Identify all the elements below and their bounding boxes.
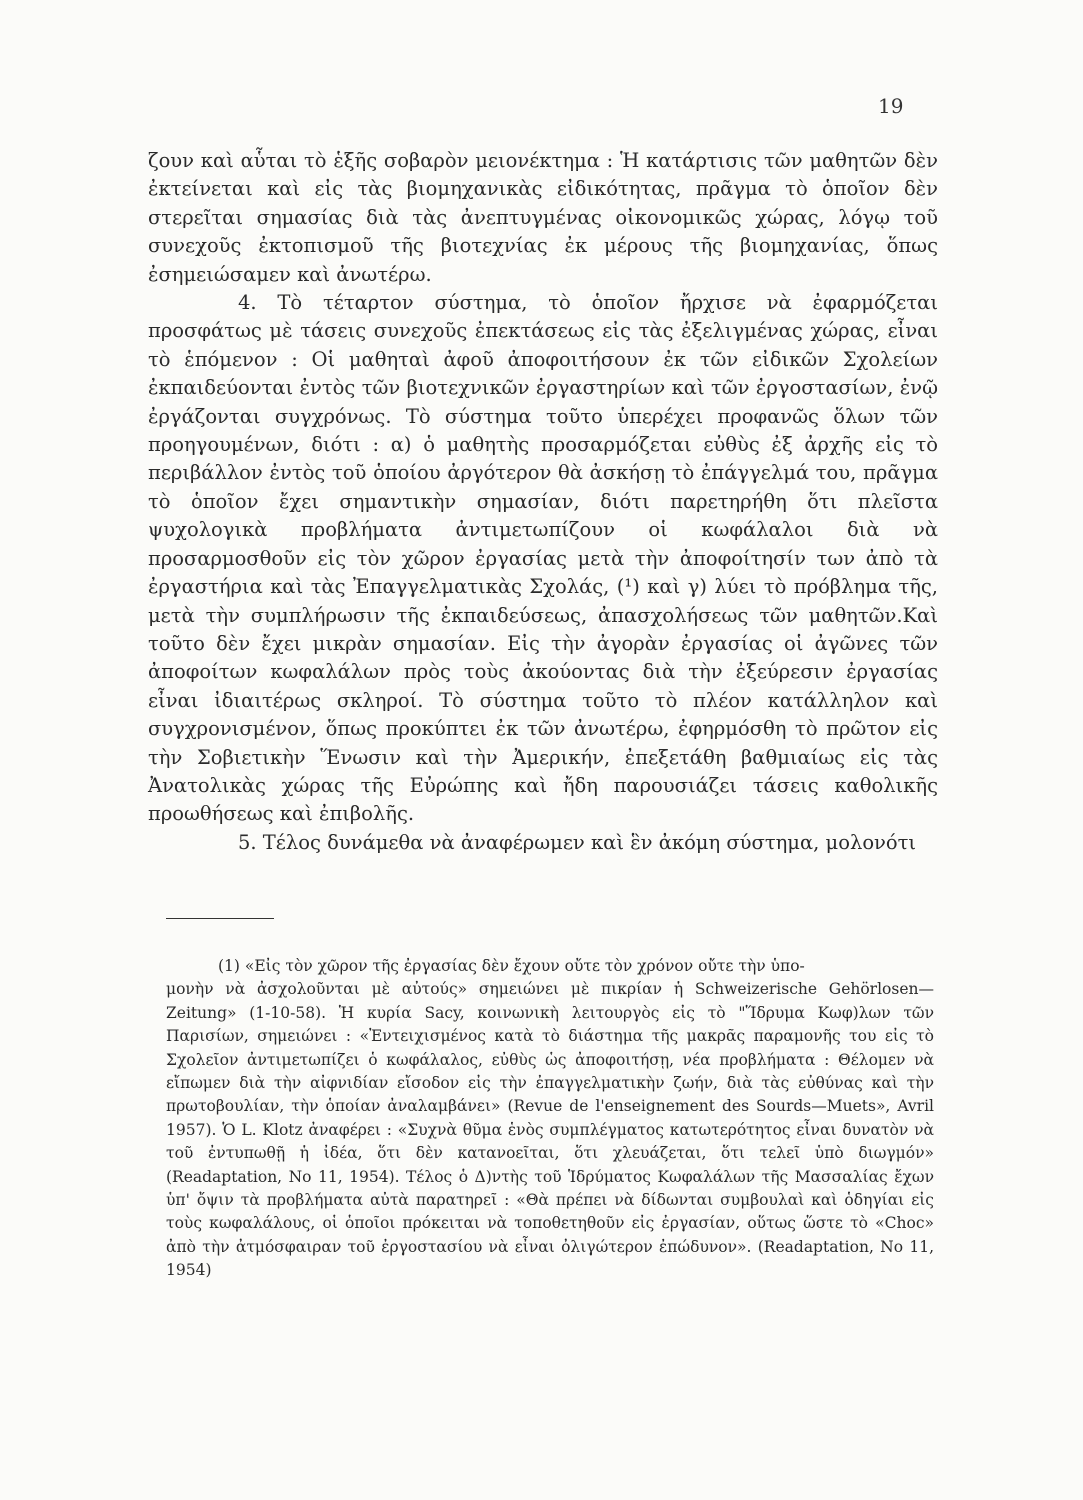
body-text <box>148 147 938 857</box>
paragraph: 5. Τέλος δυνάμεθα νὰ ἀναφέρωμεν καὶ ἓν ἀκόμη σύστημα, μολονότι <box>238 830 917 854</box>
page-number: 19 <box>878 94 904 118</box>
footnote-text: μονὴν νὰ ἀσχολοῦνται μὲ αὐτούς» σημειώνει μὲ πικρίαν ἡ Schweizerische Gehörlosen—Zeitung» (1-10-58). Ἡ κυρία Sacy, κοινωνικὴ λειτουργὸς εἰς τὸ "Ἵδρυμα Κωφ)λων τῶν Παρισίων, σημειώνει : «Ἐντειχισμένος κατὰ τὸ διάστημα τῆς μακρᾶς παραμονῆς του εἰς τὸ Σχολεῖον ἀντιμετωπίζει ὁ κωφάλαλος, εὐθὺς ὡς ἀποφοιτήσῃ, νέα προβλήματα : Θέλομεν νὰ εἴπωμεν διὰ τὴν αἰφνιδίαν εἴσοδον εἰς τὴν ἐπαγγελματικὴν ζωήν, διὰ τὰς εὐθύνας καὶ τὴν πρωτοβουλίαν, τὴν ὁποίαν ἀναλαμβάνει» (Revue de l'enseignement des Sourds—Muets», Avril 1957). Ὁ L. Klotz ἀναφέρει : «Συχνὰ θῦμα ἑνὸς συμπλέγματος κατωτερότητος εἶναι δυνατὸν νὰ τοῦ ἐντυπωθῇ ἡ ἰδέα, ὅτι δὲν κατανοεῖται, ὅτι χλευάζεται, ὅτι τελεῖ ὑπὸ διωγμόν» (Readaptation, No 11, 1954). Τέλος ὁ Δ)ντὴς τοῦ Ἱδρύματος Κωφαλάλων τῆς Μασσαλίας ἔχων ὑπ' ὄψιν τὰ προβλήματα αὐτὰ παρατηρεῖ : «Θὰ πρέπει νὰ δίδωνται συμβουλαὶ καὶ ὁδηγίαι εἰς τοὺς κωφαλάλους, οἱ ὁποῖοι πρόκειται νὰ τοποθετηθοῦν εἰς ἐργασίαν, οὕτως ὥστε τὸ «Choc» ἀπὸ τὴν ἀτμόσφαιραν τοῦ ἐργοστασίου νὰ εἶναι ὀλιγώτερον ἐπώδυνον». (Readaptation, No 11, 1954) <box>166 980 934 1280</box>
paragraph: 4. Τὸ τέταρτον σύστημα, τὸ ὁποῖον ἤρχισε νὰ ἐφαρμόζεται προσφάτως μὲ τάσεις συνεχοῦς ἐπεκτάσεως εἰς τὰς ἐξελιγμένας χώρας, εἶναι τὸ ἑπόμενον : Οἱ μαθηταὶ ἀφοῦ ἀποφοιτήσουν ἐκ τῶν εἰδικῶν Σχολείων ἐκπαιδεύονται ἐντὸς τῶν βιοτεχνικῶν ἐργαστηρίων καὶ τῶν ἐργοστασίων, ἐνῷ ἐργάζονται συγχρόνως. Τὸ σύστημα τοῦτο ὑπερέχει προφανῶς ὅλων τῶν προηγουμένων, διότι : α) ὁ μαθητὴς προσαρμόζεται εὐθὺς ἐξ ἀρχῆς εἰς τὸ περιβάλλον ἐντὸς τοῦ ὁποίου ἀργότερον θὰ ἀσκήσῃ τὸ ἐπάγγελμά του, πρᾶγμα τὸ ὁποῖον ἔχει σημαντικὴν σημασίαν, διότι παρετηρήθη ὅτι πλεῖστα ψυχολογικὰ προβλήματα ἀντιμετωπίζουν οἱ κωφάλαλοι διὰ νὰ προσαρμοσθοῦν εἰς τὸν χῶρον ἐργασίας μετὰ τὴν ἀποφοίτησίν των ἀπὸ τὰ ἐργαστήρια καὶ τὰς Ἐπαγγελματικὰς Σχολάς, (¹) καὶ γ) λύει τὸ πρόβλημα τῆς, μετὰ τὴν συμπλήρωσιν τῆς ἐκπαιδεύσεως, ἀπασχολήσεως τῶν μαθητῶν.Καὶ τοῦτο δὲν ἔχει μικρὰν σημασίαν. Εἰς τὴν ἀγορὰν ἐργασίας οἱ ἀγῶνες τῶν ἀποφοίτων κωφαλάλων πρὸς τοὺς ἀκούοντας διὰ τὴν ἐξεύρεσιν ἐργασίας εἶναι ἰδιαιτέρως σκληροί. Τὸ σύστημα τοῦτο τὸ πλέον κατάλληλον καὶ συγχρονισμένον, ὅπως προκύπτει ἐκ τῶν ἀνωτέρω, ἐφηρμόσθη τὸ πρῶτον εἰς τὴν Σοβιετικὴν Ἕνωσιν καὶ τὴν Ἀμερικήν, ἐπεξετάθη βαθμιαίως εἰς τὰς Ἀνατολικὰς χώρας τῆς Εὐρώπης καὶ ἤδη παρουσιάζει τάσεις καθολικῆς προωθήσεως καὶ ἐπιβολῆς. <box>148 291 938 826</box>
footnote-first-line: (1) «Εἰς τὸν χῶρον τῆς ἐργασίας δὲν ἔχουν οὔτε τὸν χρόνον οὔτε τὴν ὑπο- <box>218 957 805 975</box>
footnote <box>166 955 934 1283</box>
footnote-divider <box>166 918 274 919</box>
paragraph: ζουν καὶ αὗται τὸ ἑξῆς σοβαρὸν μειονέκτημα : Ἡ κατάρτισις τῶν μαθητῶν δὲν ἐκτείνεται καὶ εἰς τὰς βιομηχανικὰς εἰδικότητας, πρᾶγμα τὸ ὁποῖον δὲν στερεῖται σημασίας διὰ τὰς ἀνεπτυγμένας οἰκονομικῶς χώρας, λόγῳ τοῦ συνεχοῦς ἐκτοπισμοῦ τῆς βιοτεχνίας ἐκ μέρους τῆς βιομηχανίας, ὅπως ἐσημειώσαμεν καὶ ἀνωτέρω. <box>148 149 938 286</box>
